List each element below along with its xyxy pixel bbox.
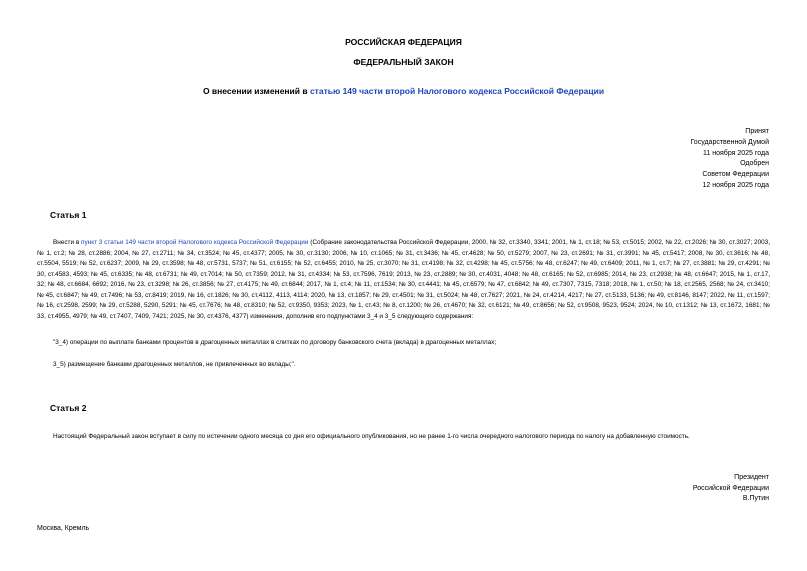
adoption-line: 12 ноября 2025 года — [702, 181, 769, 189]
article-1-heading: Статья 1 — [50, 210, 87, 220]
law-title-link[interactable]: статью 149 части второй Налогового кодекса Российской Федерации — [309, 86, 605, 96]
adoption-line: Советом Федерации — [702, 171, 769, 179]
adoption-line: Государственной Думой — [690, 138, 769, 146]
signature-block — [693, 473, 769, 505]
article-2-heading: Статья 2 — [50, 403, 87, 413]
article-1-link[interactable]: пункт 3 статьи 149 части второй Налогового кодекса Российской Федерации — [81, 239, 309, 246]
law-title — [0, 86, 807, 96]
signature-name: В.Путин — [742, 495, 769, 503]
article-1-paragraph — [37, 238, 770, 322]
signature-line: Российской Федерации — [692, 484, 769, 492]
document-type-heading: ФЕДЕРАЛЬНЫЙ ЗАКОН — [353, 57, 454, 67]
article-1-intro: Внести в — [53, 239, 82, 246]
subpoint-3-4: "3_4) операции по выплате банками процентов в драгоценных металлах в слитках по договору банковского счета (вклада) в драгоценных металлах; — [53, 339, 497, 346]
article-2-paragraph: Настоящий Федеральный закон вступает в силу по истечении одного месяца со дня его официального опубликования, но не ранее 1-го числа очередного налогового периода по налогу на добавленную стоимость. — [53, 433, 690, 440]
adoption-line: Принят — [745, 128, 769, 135]
article-1-body: (Собрание законодательства Российской Федерации, 2000, № 32, ст.3340, 3341; 2001, № 1, ст.18; № 53, ст.5015; 2002, № 22, ст.2026; № 30, ст.3027; 2003, № 1, ст.2; № 28, ст.2886; 2004, № 27, ст.2711; № 34, ст.3524; № 45, ст.4377; 2005, № 30, ст.3130; 2006, № 10, ст.1065; № 31, ст.3436; № 45, ст.4628; № 50, ст.5279; 2007, № 23, ст.2691; № 31, ст.3991; № 45, ст.5417; 2008, № 30, ст.3616; № 48, ст.5504, 5519; № 52, ст.6237; 2009, № 29, ст.3598; № 48, ст.5731, 5737; № 51, ст.6155; № 52, ст.6455; 2010, № 25, ст.3070; № 31, ст.4198; № 32, ст.4298; № 45, ст.5756; № 48, ст.6247; № 49, ст.6409; 2011, № 1, ст.7; № 27, ст.3881; № 29, ст.4291; № 30, ст.4583, 4593; № 45, ст.6335; № 48, ст.6731; № 49, ст.7014; № 50, ст.7359; 2012, № 31, ст.4334; № 53, ст.7596, 7619; 2013, № 23, ст.2889; № 30, ст.4031, 4048; № 48, ст.6165; № 52, ст.6985; 2014, № 23, ст.2938; № 48, ст.6647; 2015, № 1, ст.17, 32; № 48, ст.6684, 6692; 2016, № 23, ст.3298; № 26, ст.3856; № 27, ст.4175; № 49, ст.6844; 2017, № 1, ст.4; № 11, ст.1534; № 30, ст.4441; № 45, ст.6579; № 47, ст.6842; № 49, ст.7307, 7315, 7318; 2018, № 1, ст.50; № 18, ст.2565, 2568; № 24, ст.3410; № 45, ст.6847; № 49, ст.7496; № 53, ст.8419; 2019, № 16, ст.1826; № 30, ст.4112, 4113, 4114; 2020, № 13, ст.1857; № 29, ст.4501; № 31, ст.5024; № 48, ст.7627; 2021, № 24, ст.4214, 4217; № 27, ст.5133, 5136; № 49, ст.8146, 8147; 2022, № 11, ст.1597; № 16, ст.2598, 2599; № 29, ст.5288, 5290, 5291; № 45, ст.7676; № 48, ст.8310; № 52, ст.9350, 9353; 2023, № 1, ст.43; № 8, ст.1200; № 26, ст.4670; № 32, ст.6121; № 49, ст.8656; № 52, ст.9508, 9523, 9524; 2024, № 10, ст.1312; № 13, ст.1672, 1681; № 33, ст.4955, 4979; № 49, ст.7407, 7409, 7421; 2025, № 30, ст.4376, 4377) изменения, дополнив его подпунктами 3_4 и 3_5 следующего содержания: — [37, 239, 771, 320]
law-title-prefix: О внесении изменений в — [202, 86, 310, 96]
signing-place: Москва, Кремль — [37, 525, 90, 532]
adoption-line: Одобрен — [740, 160, 769, 168]
subpoint-3-5: 3_5) размещение банками драгоценных металлов, не привлеченных во вклады;". — [53, 361, 296, 368]
adoption-block — [690, 127, 769, 192]
signature-line: Президент — [734, 474, 769, 481]
adoption-line: 11 ноября 2025 года — [703, 149, 769, 157]
country-heading: РОССИЙСКАЯ ФЕДЕРАЦИЯ — [345, 37, 462, 47]
